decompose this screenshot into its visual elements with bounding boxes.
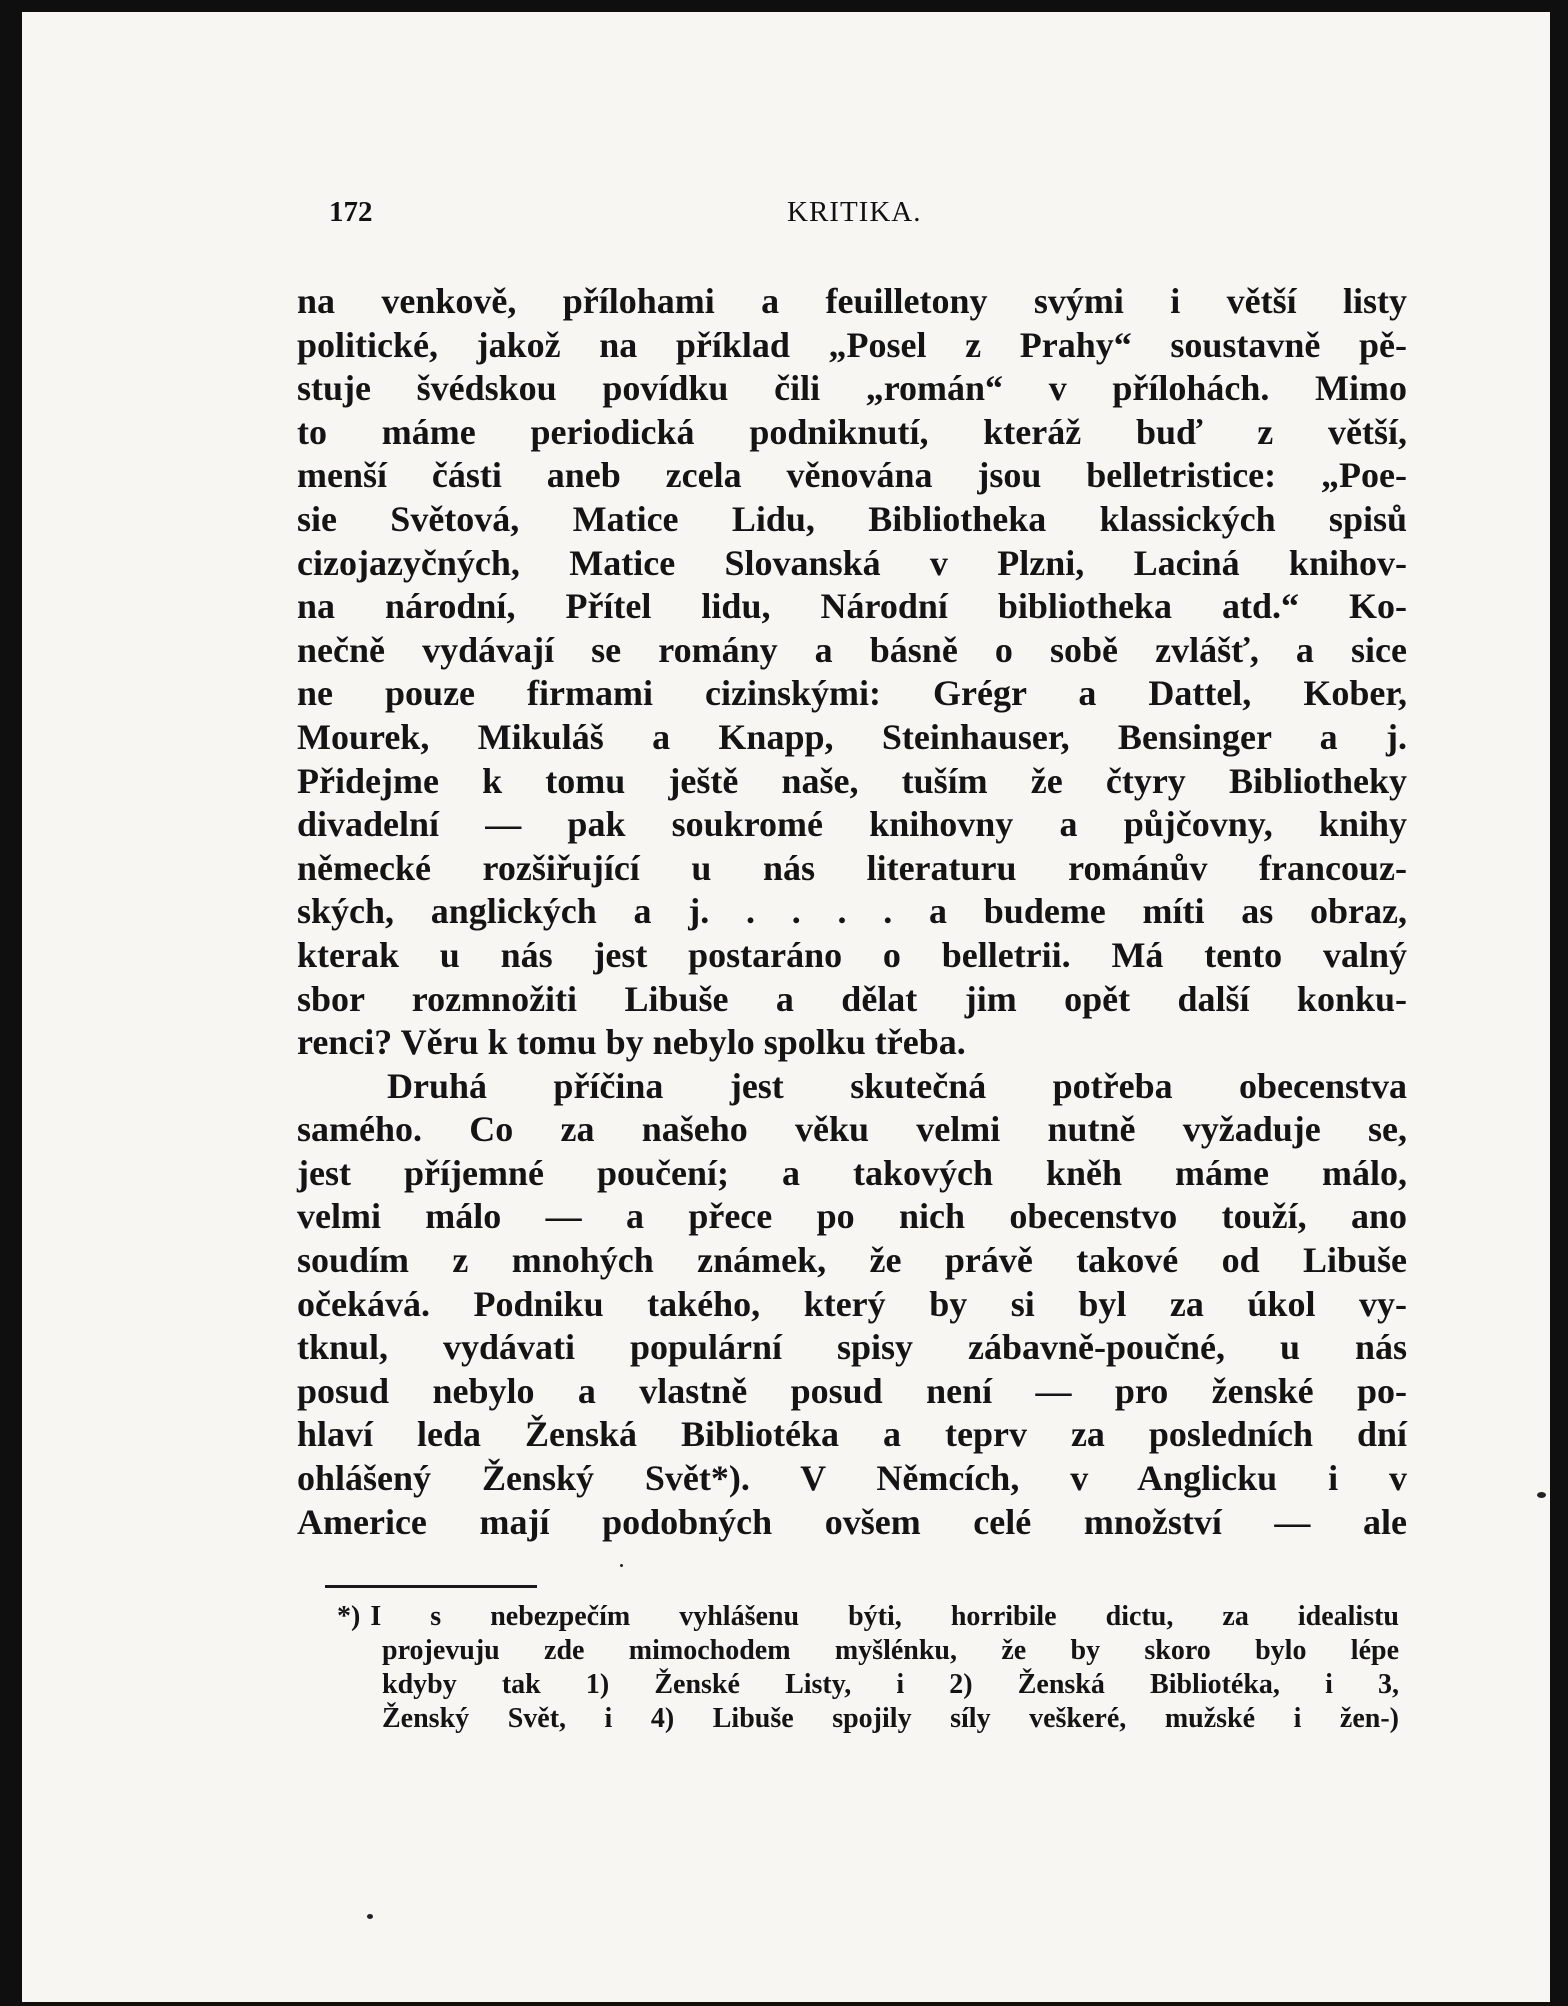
paper-speck — [620, 1564, 623, 1567]
text-line: na národní, Přítel lidu, Národní bibliotheka atd.“ Ko- — [297, 586, 1407, 627]
text-line: stuje švédskou povídku čili „román“ v přílohách. Mimo — [297, 368, 1407, 409]
text-line: divadelní — pak soukromé knihovny a půjčovny, knihy — [297, 804, 1407, 845]
footnote-line: Ženský Svět, i 4) Libuše spojily síly veškeré, mužské i žen-) — [382, 1703, 1399, 1734]
footnote-line: kdyby tak 1) Ženské Listy, i 2) Ženská Bibliotéka, i 3, — [382, 1669, 1399, 1700]
running-head — [297, 182, 1407, 242]
text-line: politické, jakož na příklad „Posel z Prahy“ soustavně pě- — [297, 324, 1407, 365]
text-line: Mourek, Mikuláš a Knapp, Steinhauser, Bensinger a j. — [297, 716, 1407, 757]
text-line: posud nebylo a vlastně posud není — pro ženské po- — [297, 1370, 1407, 1411]
text-line: hlaví leda Ženská Bibliotéka a teprv za posledních dní — [297, 1414, 1407, 1455]
text-line: to máme periodická podniknutí, kteráž buď z větší, — [297, 411, 1407, 452]
text-line: německé rozšiřující u nás literaturu románův francouz- — [297, 847, 1407, 888]
text-line: velmi málo — a přece po nich obecenstvo touží, ano — [297, 1196, 1407, 1237]
text-line: menší části aneb zcela věnována jsou belletristice: „Poe- — [297, 455, 1407, 496]
footnote-line — [337, 1600, 1399, 1634]
text-line: ne pouze firmami cizinskými: Grégr a Dattel, Kober, — [297, 673, 1407, 714]
text-line: Přidejme k tomu ještě naše, tuším že čtyry Bibliotheky — [297, 760, 1407, 801]
footnote-line: projevuju zde mimochodem myšlénku, že by skoro bylo lépe — [382, 1635, 1399, 1666]
footnote-rule — [325, 1585, 537, 1588]
text-line: Americe mají podobných ovšem celé množství — ale — [297, 1501, 1407, 1542]
running-title: KRITIKA. — [787, 196, 922, 228]
text-line: ohlášený Ženský Svět*). V Němcích, v Anglicku i v — [297, 1458, 1407, 1499]
text-line: Druhá příčina jest skutečná potřeba obecenstva — [387, 1065, 1407, 1106]
footnote-text: I s nebezpečím vyhlášenu býti, horribile dictu, za idealistu — [370, 1601, 1399, 1632]
book-page — [22, 12, 1550, 2002]
body-text — [297, 280, 1407, 1544]
footnote-marker: *) — [337, 1601, 361, 1632]
text-line: renci? Věru k tomu by nebylo spolku třeba. — [297, 1022, 966, 1063]
text-line: na venkově, přílohami a feuilletony svými i větší listy — [297, 281, 1407, 321]
text-line: jest příjemné poučení; a takových kněh máme málo, — [297, 1152, 1407, 1193]
text-line: sie Světová, Matice Lidu, Bibliotheka klassických spisů — [297, 498, 1407, 539]
text-line: ských, anglických a j. . . . . a budeme míti as obraz, — [297, 891, 1407, 932]
text-line: cizojazyčných, Matice Slovanská v Plzni, Laciná knihov- — [297, 542, 1407, 583]
paper-speck — [1537, 1492, 1546, 1498]
paper-speck — [367, 1914, 373, 1919]
text-line: očekává. Podniku takého, který by si byl za úkol vy- — [297, 1283, 1407, 1324]
text-line: sbor rozmnožiti Libuše a dělat jim opět další konku- — [297, 978, 1407, 1019]
page-content — [297, 182, 1407, 1734]
page-number: 172 — [329, 196, 373, 228]
footnote — [337, 1600, 1399, 1736]
text-line: kterak u nás jest postaráno o belletrii. Má tento valný — [297, 934, 1407, 975]
text-line: soudím z mnohých známek, že právě takové od Libuše — [297, 1240, 1407, 1281]
text-line: samého. Co za našeho věku velmi nutně vyžaduje se, — [297, 1109, 1407, 1150]
text-line: nečně vydávají se romány a básně o sobě zvlášť, a sice — [297, 629, 1407, 670]
text-line: tknul, vydávati populární spisy zábavně-poučné, u nás — [297, 1327, 1407, 1368]
